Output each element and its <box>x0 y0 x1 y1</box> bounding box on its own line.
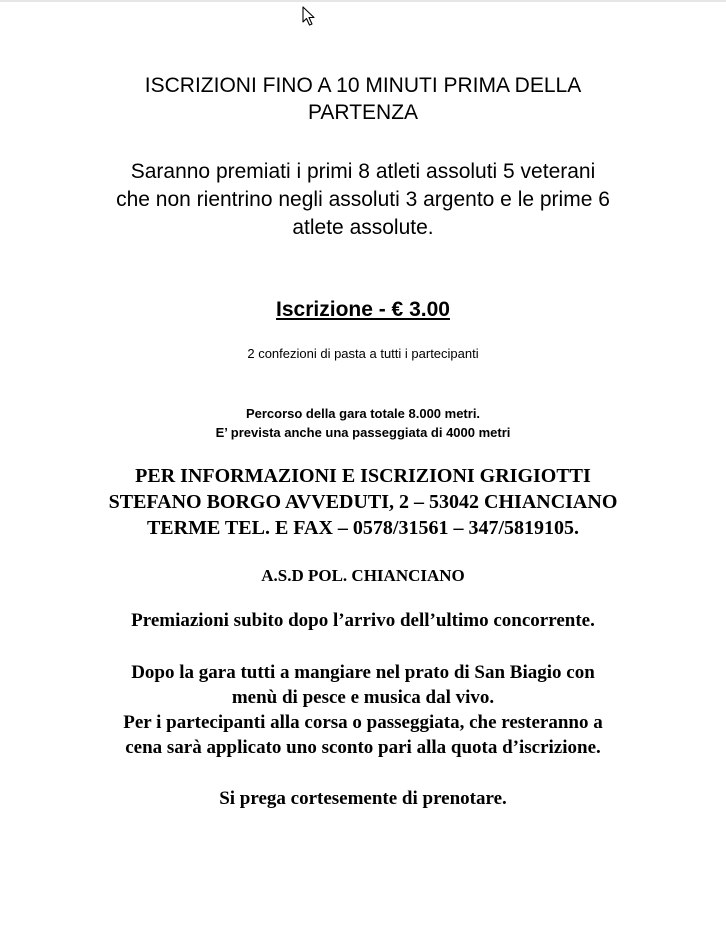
awards-line: atlete assolute. <box>292 216 434 239</box>
dinner-info <box>0 660 726 760</box>
awards-paragraph <box>0 158 726 242</box>
page-top-edge <box>0 0 726 2</box>
contact-line: TERME TEL. E FAX – 0578/31561 – 347/5819105. <box>146 517 580 539</box>
pasta-gift-note: 2 confezioni di pasta a tutti i partecipanti <box>247 346 479 361</box>
route-line: Percorso della gara totale 8.000 metri. <box>245 406 481 421</box>
contact-line: PER INFORMAZIONI E ISCRIZIONI GRIGIOTTI <box>135 465 591 487</box>
registration-fee: Iscrizione - € 3.00 <box>276 298 450 321</box>
heading-line: PARTENZA <box>307 101 419 124</box>
contact-info <box>0 463 726 541</box>
race-route-info <box>0 404 726 442</box>
dinner-line: menù di pesce e musica dal vivo. <box>231 687 495 708</box>
heading-line: ISCRIZIONI FINO A 10 MINUTI PRIMA DELLA <box>144 74 582 97</box>
registration-deadline-heading <box>0 72 726 126</box>
booking-request: Si prega cortesemente di prenotare. <box>219 788 507 809</box>
mouse-pointer-icon <box>302 6 316 26</box>
awards-line: che non rientrino negli assoluti 3 argento e le prime 6 <box>116 188 610 211</box>
route-line: E’ prevista anche una passeggiata di 4000 metri <box>215 425 511 440</box>
dinner-line: cena sarà applicato uno sconto pari alla quota d’iscrizione. <box>125 737 601 758</box>
club-name: A.S.D POL. CHIANCIANO <box>261 566 465 585</box>
dinner-line: Per i partecipanti alla corsa o passeggiata, che resteranno a <box>123 712 603 733</box>
award-ceremony-note: Premiazioni subito dopo l’arrivo dell’ultimo concorrente. <box>131 610 595 631</box>
contact-line: STEFANO BORGO AVVEDUTI, 2 – 53042 CHIANCIANO <box>108 491 618 513</box>
awards-line: Saranno premiati i primi 8 atleti assoluti 5 veterani <box>130 160 596 183</box>
dinner-line: Dopo la gara tutti a mangiare nel prato di San Biagio con <box>131 662 595 683</box>
